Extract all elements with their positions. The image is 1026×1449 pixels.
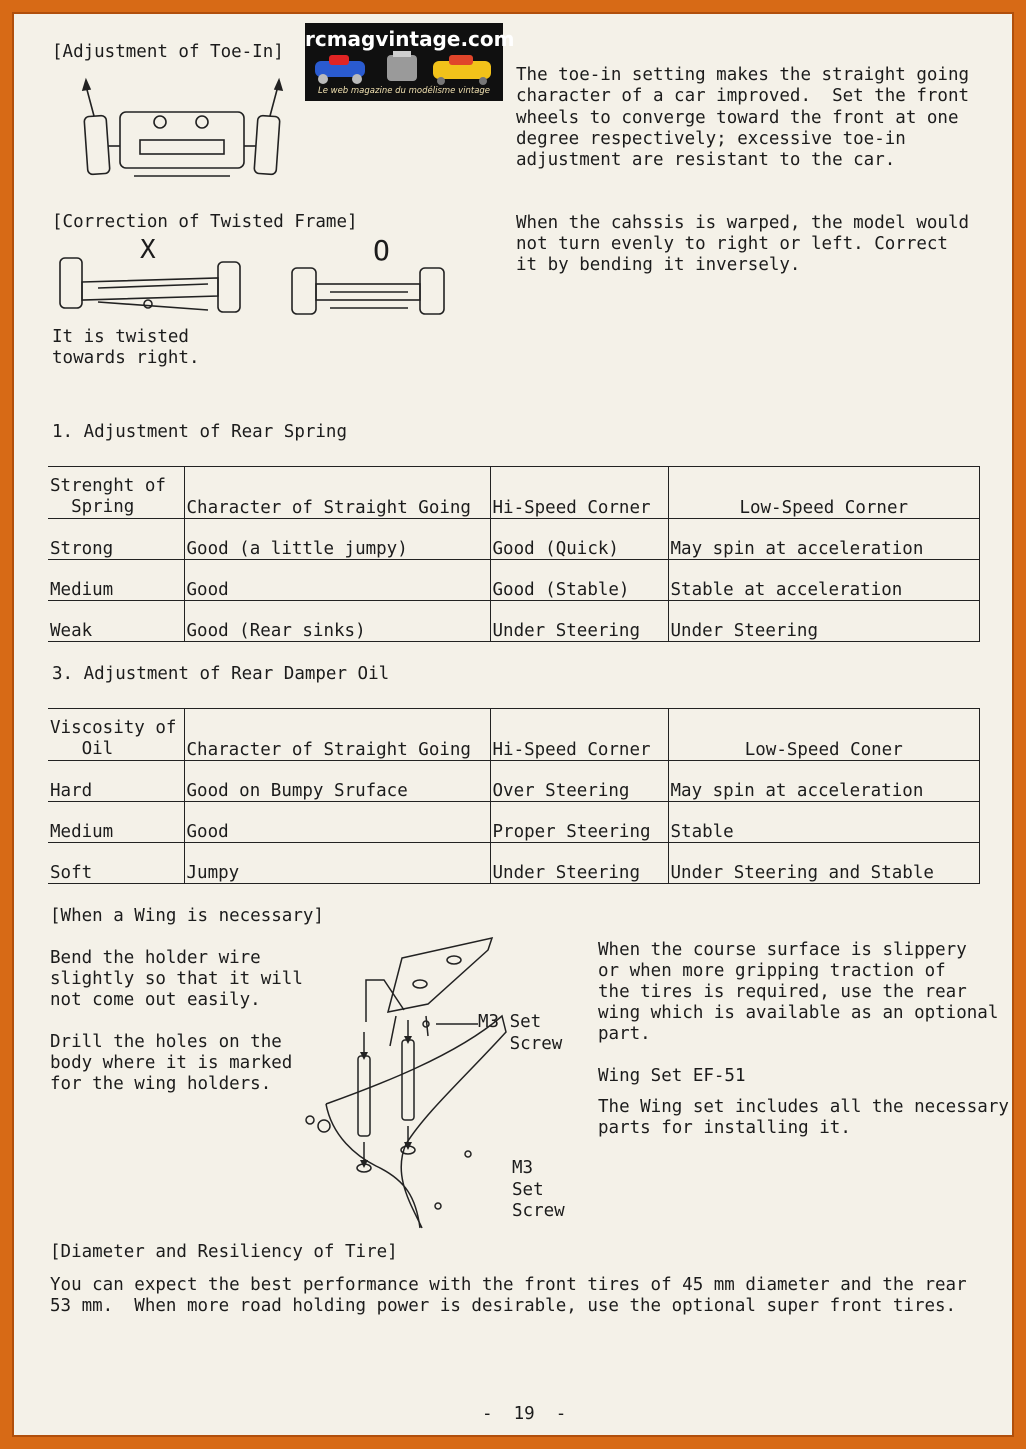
correct-frame-diagram (290, 262, 450, 322)
wing-heading: [When a Wing is necessary] (50, 906, 324, 926)
wing-bend-line-1: Bend the holder wire (50, 948, 261, 968)
rear-damper-table (48, 708, 980, 884)
right-mark: O (373, 234, 390, 267)
table-cell: Good (Stable) (490, 560, 668, 601)
table-cell: Hard (48, 761, 184, 802)
table-row (48, 519, 980, 560)
twisted-line-3: it by bending it inversely. (516, 255, 801, 275)
wrong-mark: X (140, 235, 156, 265)
page-number: - 19 - (482, 1404, 567, 1424)
m3-screw-label-1-line-2: Screw (478, 1034, 563, 1054)
table-cell: May spin at acceleration (668, 761, 980, 802)
table-row (48, 843, 980, 884)
toe-in-line-2: character of a car improved. Set the front (516, 86, 970, 106)
site-logo (305, 23, 515, 101)
table-cell: Good on Bumpy Sruface (184, 761, 490, 802)
table-row (48, 601, 980, 642)
wing-set-name: Wing Set EF-51 (598, 1066, 746, 1086)
header-cell: Low-Speed Coner (668, 709, 980, 761)
table-cell: Medium (48, 802, 184, 843)
table-cell: Under Steering (490, 843, 668, 884)
wing-info-line-3: the tires is required, use the rear (598, 982, 967, 1002)
table-cell: Under Steering (490, 601, 668, 642)
rear-damper-heading: 3. Adjustment of Rear Damper Oil (52, 664, 390, 684)
m3-screw-label-2-line-2: Set (512, 1180, 544, 1200)
rear-spring-heading: 1. Adjustment of Rear Spring (52, 422, 348, 442)
wing-bend-line-3: not come out easily. (50, 990, 261, 1010)
wing-set-line-2: parts for installing it. (598, 1118, 851, 1138)
rear-spring-table (48, 466, 980, 642)
wing-info-line-1: When the course surface is slippery (598, 940, 967, 960)
header-cell: Viscosity of Oil (48, 709, 184, 761)
wing-info-line-5: part. (598, 1024, 651, 1044)
wing-install-diagram (296, 936, 516, 1236)
table-cell: Under Steering (668, 601, 980, 642)
table-row (48, 761, 980, 802)
tire-heading: [Diameter and Resiliency of Tire] (50, 1242, 398, 1262)
wing-info-line-2: or when more gripping traction of (598, 961, 946, 981)
table-cell: Good (184, 802, 490, 843)
logo-tagline: Le web magazine du modélisme vintage (317, 86, 491, 96)
table-header-row (48, 709, 980, 761)
twisted-line-2: not turn evenly to right or left. Correct (516, 234, 948, 254)
table-cell: Soft (48, 843, 184, 884)
toe-in-line-4: degree respectively; excessive toe-in (516, 129, 906, 149)
header-cell: Character of Straight Going (184, 467, 490, 519)
twisted-frame-diagram (58, 252, 248, 324)
header-cell: Strenght of Spring (48, 467, 184, 519)
wing-drill-line-1: Drill the holes on the (50, 1032, 282, 1052)
table-cell: Medium (48, 560, 184, 601)
header-cell: Hi-Speed Corner (490, 709, 668, 761)
wing-set-line-1: The Wing set includes all the necessary (598, 1097, 1009, 1117)
table-cell: Jumpy (184, 843, 490, 884)
table-cell: Good (184, 560, 490, 601)
wing-info-line-4: wing which is available as an optional (598, 1003, 999, 1023)
logo-site-name: rcmagvintage.com (305, 27, 515, 51)
wing-bend-line-2: slightly so that it will (50, 969, 303, 989)
toe-in-heading: [Adjustment of Toe-In] (52, 42, 284, 62)
table-cell: Stable at acceleration (668, 560, 980, 601)
twisted-caption-2: towards right. (52, 348, 200, 368)
table-cell: Good (a little jumpy) (184, 519, 490, 560)
m3-screw-label-2-line-3: Screw (512, 1201, 565, 1221)
table-cell: Good (Rear sinks) (184, 601, 490, 642)
table-cell: May spin at acceleration (668, 519, 980, 560)
twisted-caption-1: It is twisted (52, 327, 189, 347)
toe-in-diagram (80, 76, 300, 196)
table-header-row (48, 467, 980, 519)
wing-drill-line-2: body where it is marked (50, 1053, 293, 1073)
table-cell: Over Steering (490, 761, 668, 802)
toe-in-line-1: The toe-in setting makes the straight going (516, 65, 970, 85)
twisted-frame-heading: [Correction of Twisted Frame] (52, 212, 358, 232)
header-cell: Low-Speed Corner (668, 467, 980, 519)
twisted-line-1: When the cahssis is warped, the model would (516, 213, 970, 233)
table-cell: Strong (48, 519, 184, 560)
table-row (48, 560, 980, 601)
header-cell: Hi-Speed Corner (490, 467, 668, 519)
table-cell: Stable (668, 802, 980, 843)
toe-in-line-5: adjustment are resistant to the car. (516, 150, 896, 170)
table-row (48, 802, 980, 843)
tire-line-2: 53 mm. When more road holding power is desirable, use the optional super front tires. (50, 1296, 957, 1316)
tire-line-1: You can expect the best performance with the front tires of 45 mm diameter and the rear (50, 1275, 967, 1295)
table-cell: Weak (48, 601, 184, 642)
m3-screw-label-1-line-1: M3 Set (478, 1012, 542, 1032)
header-cell: Character of Straight Going (184, 709, 490, 761)
toe-in-line-3: wheels to converge toward the front at one (516, 108, 959, 128)
logo-cars-icon (309, 49, 499, 85)
table-cell: Good (Quick) (490, 519, 668, 560)
wing-drill-line-3: for the wing holders. (50, 1074, 272, 1094)
table-cell: Under Steering and Stable (668, 843, 980, 884)
table-cell: Proper Steering (490, 802, 668, 843)
m3-screw-label-2-line-1: M3 (512, 1158, 534, 1178)
